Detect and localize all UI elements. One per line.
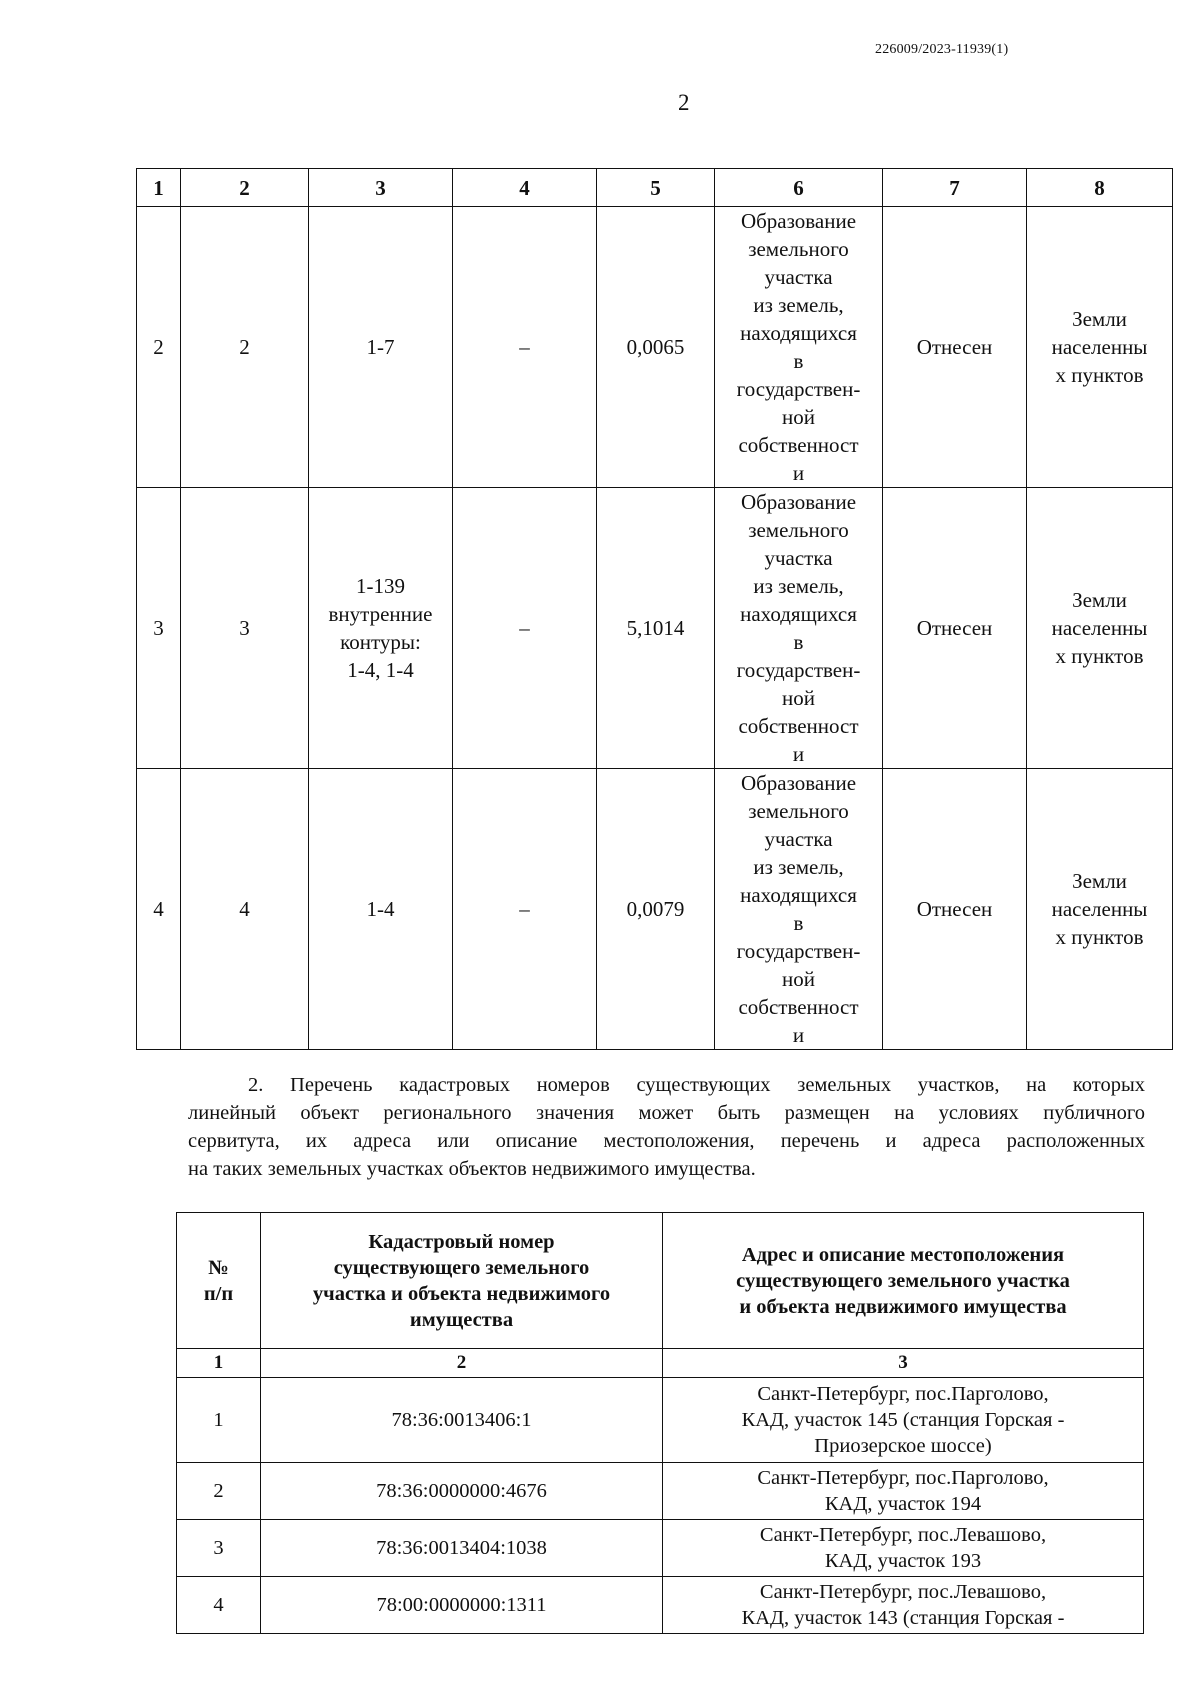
cell-line: государствен-: [736, 658, 861, 682]
cell-line: находящихся: [740, 321, 857, 345]
cell-line: в: [793, 349, 804, 373]
table-header-row: [177, 1213, 1144, 1349]
cadastral-numbers-table: [176, 1212, 1144, 1634]
table-row: [137, 207, 1173, 488]
cell-area: 0,0079: [597, 769, 715, 1050]
cell-line: населенны: [1051, 616, 1148, 640]
cell-line: Санкт-Петербург, пос.Левашово,: [759, 1524, 1047, 1546]
cell-number: 1: [177, 1378, 261, 1463]
cell-line: собственност: [738, 995, 859, 1019]
header-address: [663, 1213, 1144, 1349]
table-row: [137, 769, 1173, 1050]
cell-line: населенны: [1051, 335, 1148, 359]
table-row: [177, 1577, 1144, 1634]
section-2-paragraph: [188, 1071, 1145, 1183]
cell-number: 3: [177, 1520, 261, 1577]
cell-line: государствен-: [736, 377, 861, 401]
cell-line: из земель,: [753, 855, 844, 879]
cell-status: Отнесен: [883, 488, 1027, 769]
cell-line: КАД, участок 145 (станция Горская -: [741, 1409, 1065, 1431]
column-header: 3: [309, 169, 453, 207]
cell-row-number: 3: [137, 488, 181, 769]
column-header: 1: [137, 169, 181, 207]
cell-line: КАД, участок 193: [824, 1550, 982, 1572]
column-number: 2: [261, 1349, 663, 1378]
cell-cadastre: 78:36:0013406:1: [261, 1378, 663, 1463]
cell-address: [663, 1520, 1144, 1577]
header-line: существующего земельного: [333, 1256, 590, 1279]
cell-address: [663, 1463, 1144, 1520]
cell-line: ной: [782, 686, 815, 710]
cell-plot-number: 2: [181, 207, 309, 488]
cell-formation-method: [715, 488, 883, 769]
cell-line: земельного: [748, 518, 849, 542]
column-numbers-row: [177, 1349, 1144, 1378]
paragraph-line: линейный объект регионального значения может быть размещен на условиях публичного: [188, 1102, 1145, 1124]
cell-line: Земли: [1072, 307, 1127, 331]
cell-line: Санкт-Петербург, пос.Левашово,: [759, 1581, 1047, 1603]
cell-dash: –: [453, 769, 597, 1050]
document-number: 226009/2023-11939(1): [875, 42, 1009, 57]
cell-land-category: [1027, 207, 1173, 488]
cell-line: КАД, участок 194: [824, 1493, 982, 1515]
cell-plot-number: 3: [181, 488, 309, 769]
cell-land-category: [1027, 769, 1173, 1050]
header-line: Кадастровый номер: [368, 1230, 555, 1253]
cell-line: Земли: [1072, 588, 1127, 612]
cell-line: из земель,: [753, 574, 844, 598]
table-row: [177, 1378, 1144, 1463]
cell-line: ной: [782, 967, 815, 991]
cell-line: в: [793, 630, 804, 654]
header-line: п/п: [203, 1282, 234, 1305]
header-line: имущества: [409, 1308, 514, 1331]
cell-line: Санкт-Петербург, пос.Парголово,: [757, 1383, 1049, 1405]
cell-line: 1-4, 1-4: [347, 658, 414, 682]
cell-plot-number: 4: [181, 769, 309, 1050]
cell-address: [663, 1378, 1144, 1463]
cell-number: 4: [177, 1577, 261, 1634]
cell-line: КАД, участок 143 (станция Горская -: [741, 1607, 1065, 1629]
cell-line: Земли: [1072, 869, 1127, 893]
header-line: Адрес и описание местоположения: [741, 1243, 1065, 1266]
cell-line: государствен-: [736, 939, 861, 963]
header-line: и объекта недвижимого имущества: [739, 1295, 1067, 1318]
header-line: №: [208, 1256, 229, 1279]
table-row: [137, 488, 1173, 769]
column-header: 7: [883, 169, 1027, 207]
cell-line: 1-7: [366, 335, 395, 359]
cell-line: ной: [782, 405, 815, 429]
cell-line: участка: [764, 265, 833, 289]
header-line: существующего земельного участка: [736, 1269, 1070, 1292]
cell-land-category: [1027, 488, 1173, 769]
cell-area: 0,0065: [597, 207, 715, 488]
cell-line: х пунктов: [1055, 925, 1144, 949]
column-header: 8: [1027, 169, 1173, 207]
cell-line: х пунктов: [1055, 363, 1144, 387]
cell-boundary-points: [309, 488, 453, 769]
column-header: 6: [715, 169, 883, 207]
cell-line: и: [792, 1023, 805, 1047]
cell-boundary-points: [309, 769, 453, 1050]
cell-line: земельного: [748, 237, 849, 261]
column-number: 1: [177, 1349, 261, 1378]
header-line: участка и объекта недвижимого: [312, 1282, 611, 1305]
cell-dash: –: [453, 488, 597, 769]
cell-cadastre: 78:00:0000000:1311: [261, 1577, 663, 1634]
cell-row-number: 2: [137, 207, 181, 488]
cell-number: 2: [177, 1463, 261, 1520]
cell-cadastre: 78:36:0000000:4676: [261, 1463, 663, 1520]
cell-line: 1-4: [366, 897, 395, 921]
cell-address: [663, 1577, 1144, 1634]
cell-line: населенны: [1051, 897, 1148, 921]
cell-line: контуры:: [340, 630, 421, 654]
cell-line: земельного: [748, 799, 849, 823]
header-cadastre: [261, 1213, 663, 1349]
cell-line: Образование: [740, 771, 857, 795]
cell-line: находящихся: [740, 883, 857, 907]
cell-line: участка: [764, 546, 833, 570]
cell-line: х пунктов: [1055, 644, 1144, 668]
cell-line: и: [792, 742, 805, 766]
table-row: [177, 1463, 1144, 1520]
cell-line: из земель,: [753, 293, 844, 317]
cell-line: Санкт-Петербург, пос.Парголово,: [757, 1467, 1049, 1489]
land-plots-table: [136, 168, 1173, 1050]
page-number: 2: [678, 90, 690, 115]
table-header-row: [137, 169, 1173, 207]
cell-line: собственност: [738, 433, 859, 457]
cell-row-number: 4: [137, 769, 181, 1050]
cell-boundary-points: [309, 207, 453, 488]
cell-line: в: [793, 911, 804, 935]
cell-line: 1-139: [356, 574, 405, 598]
cell-area: 5,1014: [597, 488, 715, 769]
header-number: [177, 1213, 261, 1349]
cell-formation-method: [715, 207, 883, 488]
cell-status: Отнесен: [883, 769, 1027, 1050]
cell-formation-method: [715, 769, 883, 1050]
cell-line: Приозерское шоссе): [814, 1435, 992, 1457]
cell-status: Отнесен: [883, 207, 1027, 488]
cell-line: и: [792, 461, 805, 485]
paragraph-line: на таких земельных участках объектов недвижимого имущества.: [188, 1158, 756, 1180]
cell-line: находящихся: [740, 602, 857, 626]
cell-line: собственност: [738, 714, 859, 738]
cell-line: внутренние: [328, 602, 433, 626]
column-header: 2: [181, 169, 309, 207]
column-header: 5: [597, 169, 715, 207]
cell-line: Образование: [740, 490, 857, 514]
column-number: 3: [663, 1349, 1144, 1378]
table-row: [177, 1520, 1144, 1577]
cell-line: участка: [764, 827, 833, 851]
paragraph-line: сервитута, их адреса или описание местоположения, перечень и адреса расположенных: [188, 1130, 1145, 1152]
paragraph-line: 2. Перечень кадастровых номеров существующих земельных участков, на которых: [248, 1074, 1145, 1096]
cell-cadastre: 78:36:0013404:1038: [261, 1520, 663, 1577]
column-header: 4: [453, 169, 597, 207]
cell-dash: –: [453, 207, 597, 488]
cell-line: Образование: [740, 209, 857, 233]
